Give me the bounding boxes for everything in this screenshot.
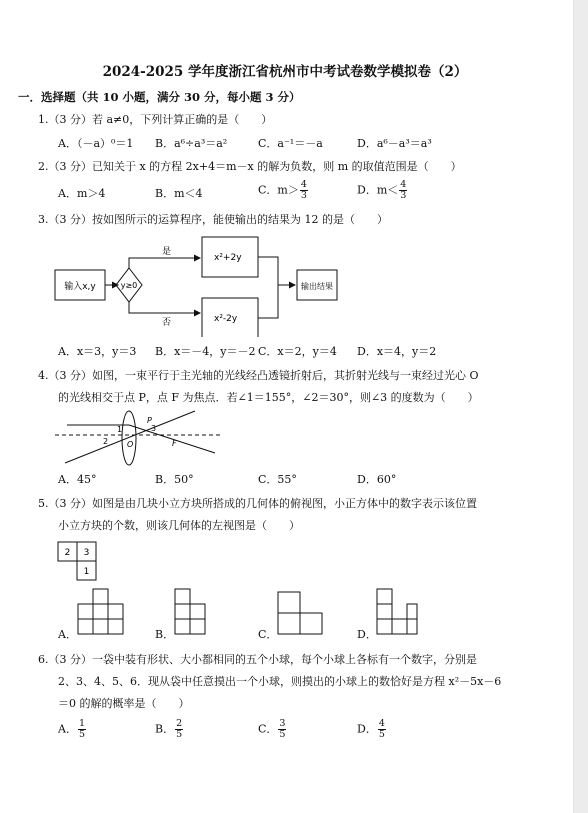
- question-1-stem: 1.（3 分）若 a≠0，下列计算正确的是（ ）: [38, 113, 273, 126]
- question-5-stem-line-2: 小立方块的个数，则该几何体的左视图是（ ）: [58, 519, 300, 532]
- q2-option-c-fraction: [300, 180, 308, 201]
- grid-number: 3: [83, 548, 90, 558]
- q4-option-c: C．55°: [258, 473, 297, 486]
- point-p-label: P: [147, 416, 152, 425]
- q2-option-b: B．m＜4: [155, 187, 203, 200]
- fraction-denominator: 5: [78, 729, 85, 740]
- angle-3-label: 3: [151, 424, 157, 433]
- q2-option-d-fraction: [399, 180, 407, 201]
- fraction-denominator: 3: [300, 190, 307, 201]
- angle-2-label: 2: [103, 437, 109, 446]
- q5-option-c: C．: [258, 628, 278, 641]
- flow-input-label: 输入x,y: [64, 282, 96, 292]
- q6-option-a: [58, 719, 87, 740]
- q4-option-d: D．60°: [357, 473, 397, 486]
- fraction-numerator: 2: [176, 718, 183, 729]
- fraction-numerator: 1: [78, 718, 85, 729]
- q2-option-d: [357, 180, 408, 201]
- question-6-stem-line-1: 6.（3 分）一袋中装有形状、大小都相同的五个小球，每个小球上各标有一个数字，分别是: [38, 653, 477, 666]
- q6-option-c-label: C．: [258, 722, 278, 736]
- flow-output-label: 输出结果: [301, 282, 333, 291]
- q6-option-c-fraction: [278, 719, 286, 740]
- fraction-numerator: 4: [300, 179, 307, 190]
- flow-yes-label: 是: [162, 247, 172, 257]
- flow-op-bottom-label: x²-2y: [214, 314, 238, 324]
- section-heading: 一．选择题（共 10 小题，满分 30 分，每小题 3 分）: [18, 90, 301, 104]
- q6-option-b-label: B．: [155, 722, 175, 736]
- q5-option-a: A．: [58, 628, 77, 641]
- q2-option-c-label: C．m＞: [258, 183, 299, 197]
- fraction-denominator: 5: [378, 729, 385, 740]
- q6-option-b-fraction: [175, 719, 183, 740]
- flow-no-label: 否: [162, 318, 172, 328]
- flow-merge-arrow-bottom: [258, 285, 278, 318]
- question-6-stem-line-3: ＝0 的解的概率是（ ）: [58, 697, 190, 710]
- q2-option-c: [258, 180, 309, 201]
- flowchart-diagram: [52, 232, 342, 337]
- point-f-label: F: [172, 439, 177, 448]
- angle-1-label: 1: [117, 425, 123, 434]
- q5-option-c-figure: [277, 588, 327, 638]
- fraction-denominator: 5: [279, 729, 286, 740]
- vertical-scrollbar[interactable]: [573, 0, 588, 813]
- q6-option-a-label: A．: [58, 722, 77, 736]
- question-4-stem-line-1: 4.（3 分）如图，一束平行于主光轴的光线经凸透镜折射后，其折射光线与一束经过光心 O: [38, 369, 479, 382]
- lens-diagram: [55, 408, 225, 468]
- q6-option-d: [357, 719, 387, 740]
- flow-merge-arrow-top: [258, 257, 295, 285]
- fraction-denominator: 3: [400, 190, 407, 201]
- q6-option-d-label: D．: [357, 722, 377, 736]
- q6-option-a-fraction: [78, 719, 86, 740]
- q5-option-b: B．: [155, 628, 175, 641]
- q1-option-c: C．a⁻¹＝－a: [258, 137, 323, 150]
- question-4-stem-line-2: 的光线相交于点 P，点 F 为焦点．若∠1＝155°，∠2＝30°，则∠3 的度数为（ ）: [58, 391, 479, 404]
- q5-option-d-figure: [376, 588, 421, 638]
- q1-option-b: B．a⁶÷a³＝a²: [155, 137, 228, 150]
- q5-option-a-figure: [77, 588, 127, 638]
- q1-option-d: D．a⁶－a³＝a³: [357, 137, 432, 150]
- grid-number: 1: [83, 567, 90, 577]
- question-5-stem-line-1: 5.（3 分）如图是由几块小立方块所搭成的几何体的俯视图，小正方体中的数字表示该位置: [38, 497, 477, 510]
- q6-option-b: [155, 719, 184, 740]
- flow-condition-label: y≥0: [120, 281, 138, 290]
- q3-option-a: A．x＝3，y＝3: [58, 345, 137, 358]
- q6-option-d-fraction: [378, 719, 386, 740]
- flow-no-arrow: [129, 302, 200, 313]
- center-ray: [65, 411, 195, 463]
- fraction-numerator: 3: [279, 718, 286, 729]
- grid-number: 2: [64, 548, 71, 558]
- q3-option-b: B．x＝－4，y＝－2: [155, 345, 256, 358]
- convex-lens: [122, 411, 136, 465]
- point-o-label: O: [127, 440, 134, 449]
- fraction-numerator: 4: [378, 718, 385, 729]
- question-6-stem-line-2: 2、3、4、5、6．现从袋中任意摸出一个小球，则摸出的小球上的数恰好是方程 x²－5x－6: [58, 675, 502, 688]
- q5-option-b-figure: [174, 588, 209, 638]
- q3-option-d: D．x＝4，y＝2: [357, 345, 437, 358]
- q2-option-d-label: D．m＜: [357, 183, 399, 197]
- flow-op-top-label: x²+2y: [214, 253, 242, 263]
- q2-option-a: A．m＞4: [58, 187, 106, 200]
- question-3-stem: 3.（3 分）按如图所示的运算程序，能使输出的结果为 12 的是（ ）: [38, 213, 388, 226]
- flow-yes-arrow: [129, 258, 200, 268]
- page-title: 2024-2025 学年度浙江省杭州市中考试卷数学模拟卷（2）: [102, 64, 468, 80]
- q3-option-c: C．x＝2，y＝4: [258, 345, 337, 358]
- q6-option-c: [258, 719, 287, 740]
- fraction-denominator: 5: [176, 729, 183, 740]
- top-view-grid: [57, 541, 102, 583]
- q1-option-a: A．（－a）⁰＝1: [58, 137, 134, 150]
- q5-option-d: D．: [357, 628, 377, 641]
- q4-option-b: B．50°: [155, 473, 194, 486]
- q4-option-a: A．45°: [58, 473, 97, 486]
- question-2-stem: 2.（3 分）已知关于 x 的方程 2x+4＝m－x 的解为负数，则 m 的取值范围是（ ）: [38, 160, 462, 173]
- fraction-numerator: 4: [400, 179, 407, 190]
